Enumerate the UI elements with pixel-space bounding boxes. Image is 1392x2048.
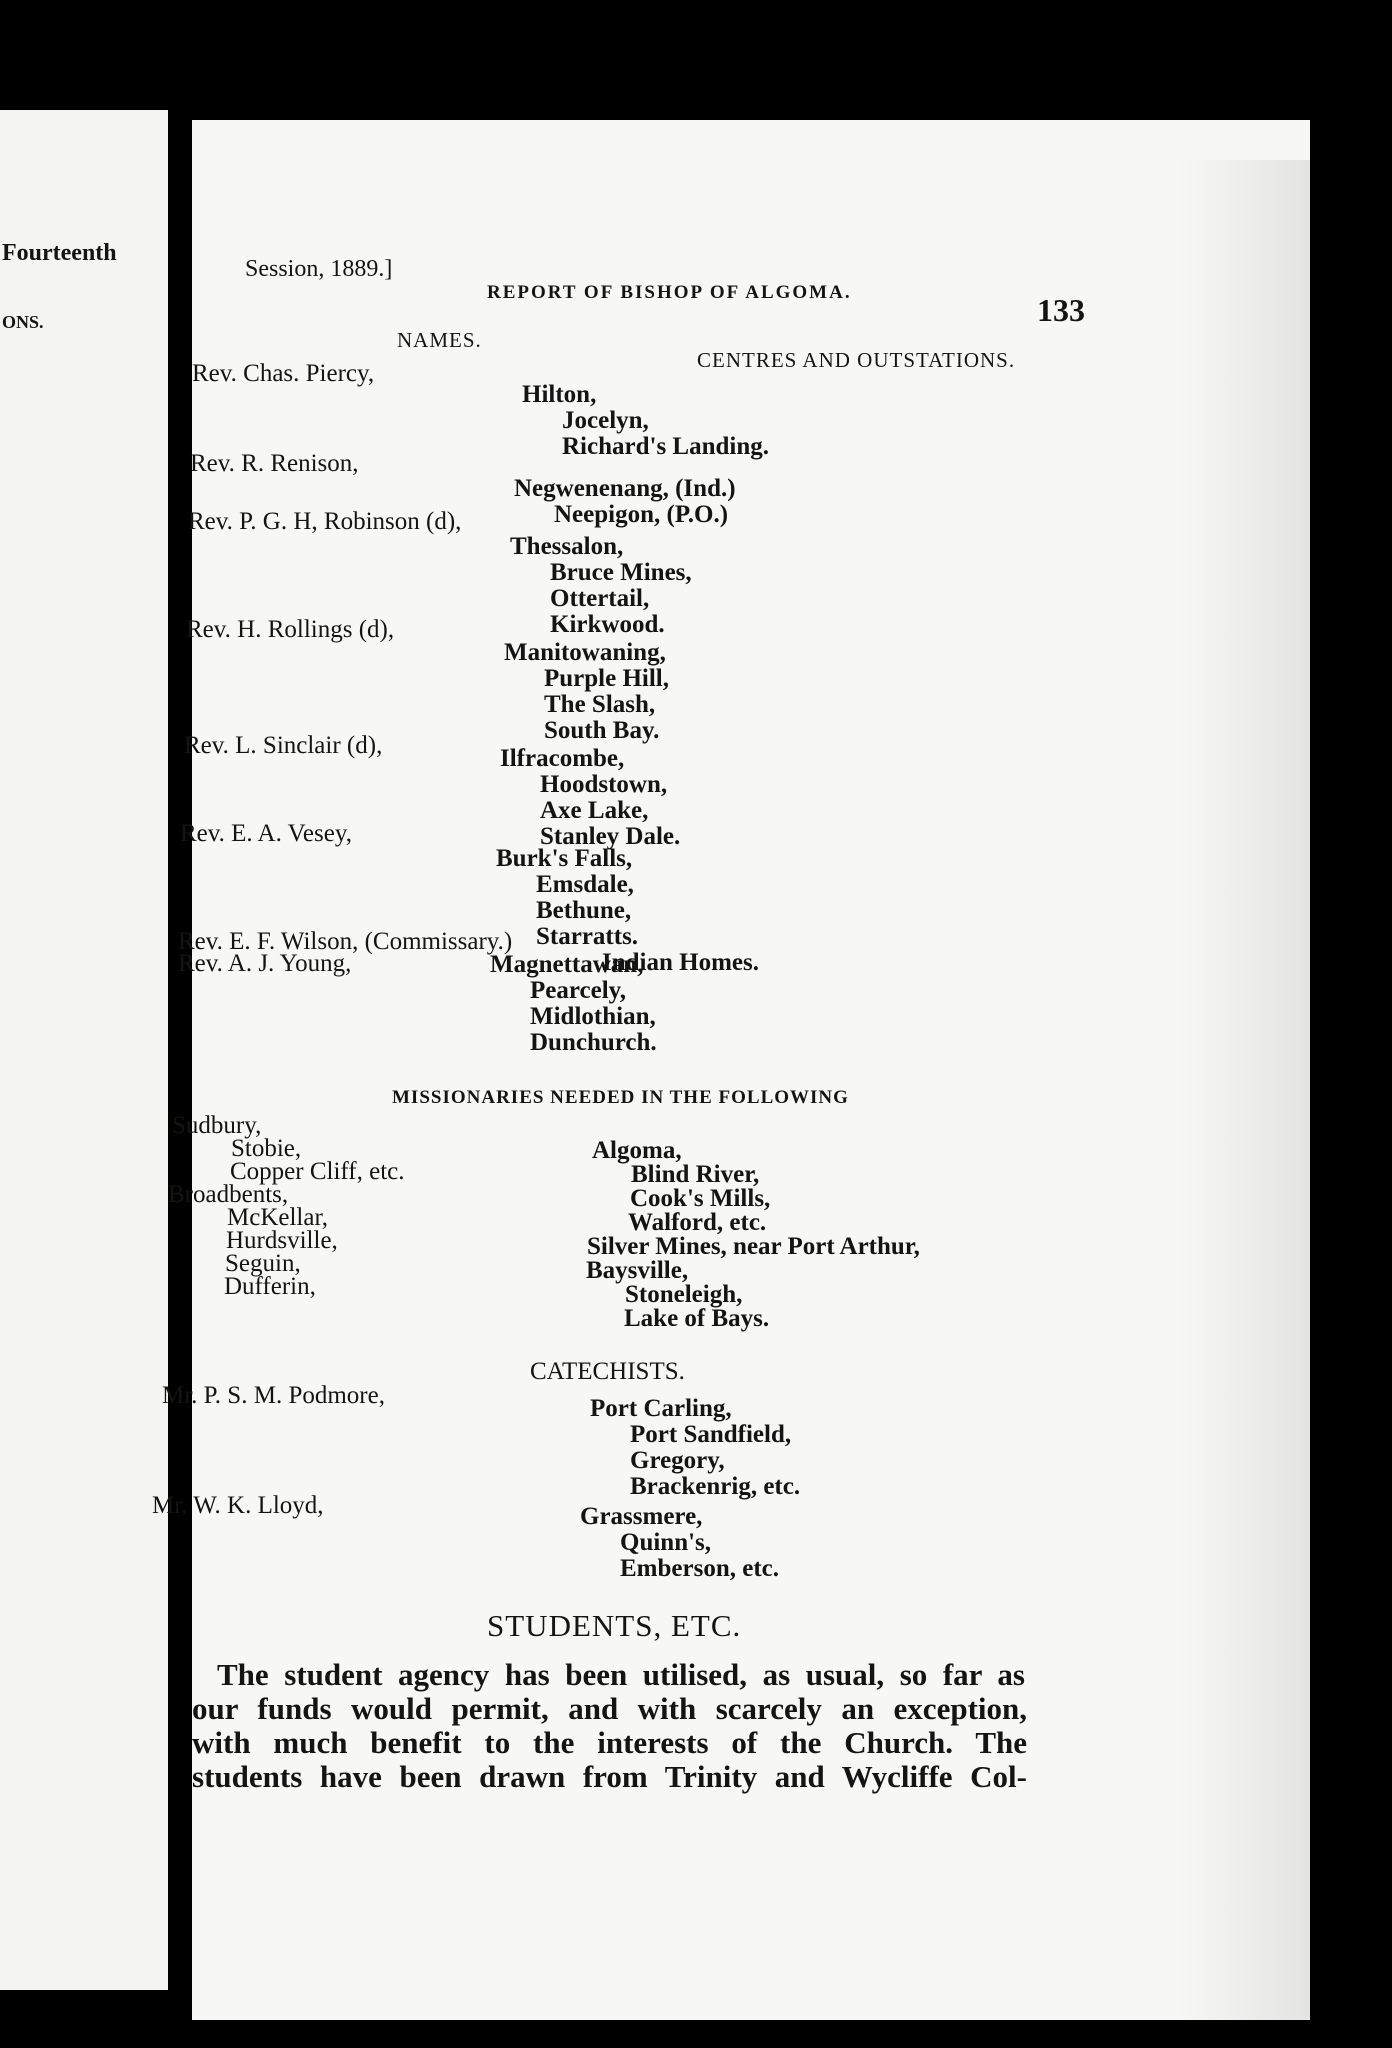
- outstation: Ilfracombe,: [500, 745, 625, 772]
- mission-place: McKellar,: [227, 1204, 329, 1231]
- outstation: Kirkwood.: [550, 611, 665, 638]
- mission-place: Hurdsville,: [226, 1227, 338, 1254]
- mission-place: Seguin,: [225, 1250, 301, 1277]
- paragraph-line: our funds would permit, and with scarcely an exception,: [192, 1691, 1027, 1726]
- clergy-name: Rev. E. A. Vesey,: [180, 820, 352, 847]
- mission-place: Silver Mines, near Port Arthur,: [587, 1233, 920, 1260]
- mission-place: Dufferin,: [224, 1273, 316, 1300]
- paragraph-line: students have been drawn from Trinity and Wycliffe Col-: [192, 1759, 1027, 1794]
- mission-place: Cook's Mills,: [630, 1185, 771, 1212]
- outstation: Jocelyn,: [562, 407, 649, 434]
- outstation: Pearcely,: [530, 977, 627, 1004]
- previous-page-text: ONS.: [2, 312, 44, 332]
- paragraph-line: The student agency has been utilised, as usual, so far as: [217, 1657, 1025, 1692]
- mission-place: Sudbury,: [172, 1112, 262, 1139]
- outstation: Hoodstown,: [540, 771, 668, 798]
- previous-page-edge: [0, 110, 168, 1990]
- running-title: REPORT OF BISHOP OF ALGOMA.: [487, 282, 852, 303]
- outstation: Indian Homes.: [602, 949, 759, 976]
- outstation: Bruce Mines,: [550, 559, 692, 586]
- page-number: 133: [1037, 292, 1085, 328]
- mission-place: Baysville,: [586, 1257, 689, 1284]
- clergy-name: Rev. L. Sinclair (d),: [184, 732, 383, 759]
- catechist-place: Gregory,: [630, 1447, 725, 1474]
- clergy-name: Rev. P. G. H, Robinson (d),: [188, 508, 462, 535]
- session-header: Session, 1889.]: [245, 256, 393, 282]
- mission-place: Stobie,: [231, 1135, 302, 1162]
- catechist-place: Quinn's,: [620, 1529, 712, 1556]
- catechist-place: Port Sandfield,: [630, 1421, 792, 1448]
- missionaries-heading: MISSIONARIES NEEDED IN THE FOLLOWING: [392, 1087, 849, 1108]
- outstation: Purple Hill,: [544, 665, 669, 692]
- clergy-name: Rev. A. J. Young,: [178, 950, 352, 977]
- mission-place: Stoneleigh,: [625, 1281, 743, 1308]
- catechist-name: Mr. W. K. Lloyd,: [152, 1492, 324, 1519]
- outstation: Dunchurch.: [530, 1029, 657, 1056]
- mission-place: Copper Cliff, etc.: [230, 1158, 405, 1185]
- outstation: Axe Lake,: [540, 797, 649, 824]
- mission-place: Algoma,: [592, 1137, 682, 1164]
- paragraph-line: with much benefit to the interests of the Church. The: [192, 1725, 1027, 1760]
- mission-place: Lake of Bays.: [624, 1305, 770, 1332]
- outstation: Hilton,: [522, 381, 597, 408]
- previous-page-text: Fourteenth: [2, 240, 117, 266]
- outstation: Midlothian,: [530, 1003, 656, 1030]
- outstation: Magnettawan,: [490, 951, 644, 978]
- outstation: Emsdale,: [536, 871, 634, 898]
- outstation: Manitowaning,: [504, 639, 666, 666]
- centres-column-heading: CENTRES AND OUTSTATIONS.: [697, 348, 1016, 372]
- mission-place: Blind River,: [631, 1161, 760, 1188]
- catechist-place: Port Carling,: [590, 1395, 732, 1422]
- clergy-name: Rev. Chas. Piercy,: [192, 360, 375, 387]
- outstation: Negwenenang, (Ind.): [514, 475, 736, 502]
- outstation: South Bay.: [544, 717, 660, 744]
- catechist-place: Emberson, etc.: [620, 1555, 779, 1582]
- catechists-heading: CATECHISTS.: [530, 1358, 685, 1385]
- catechist-place: Brackenrig, etc.: [630, 1473, 801, 1500]
- outstation: Ottertail,: [550, 585, 650, 612]
- outstation: The Slash,: [544, 691, 656, 718]
- outstation: Thessalon,: [510, 533, 624, 560]
- outstation: Neepigon, (P.O.): [554, 501, 729, 528]
- catechist-name: Mr. P. S. M. Podmore,: [162, 1382, 385, 1409]
- mission-place: Broadbents,: [168, 1181, 289, 1208]
- clergy-name: Rev. R. Renison,: [190, 450, 359, 477]
- clergy-name: Rev. H. Rollings (d),: [186, 616, 395, 643]
- book-page: [152, 120, 1310, 2020]
- clergy-name: Rev. E. F. Wilson, (Commissary.): [178, 928, 513, 955]
- outstation: Burk's Falls,: [496, 845, 633, 872]
- names-column-heading: NAMES.: [397, 328, 482, 352]
- outstation: Richard's Landing.: [562, 433, 770, 460]
- students-heading: STUDENTS, ETC.: [487, 1608, 742, 1643]
- catechist-place: Grassmere,: [580, 1503, 703, 1530]
- outstation: Starratts.: [536, 923, 639, 950]
- outstation: Bethune,: [536, 897, 632, 924]
- outstation: Stanley Dale.: [540, 823, 681, 850]
- mission-place: Walford, etc.: [628, 1209, 767, 1236]
